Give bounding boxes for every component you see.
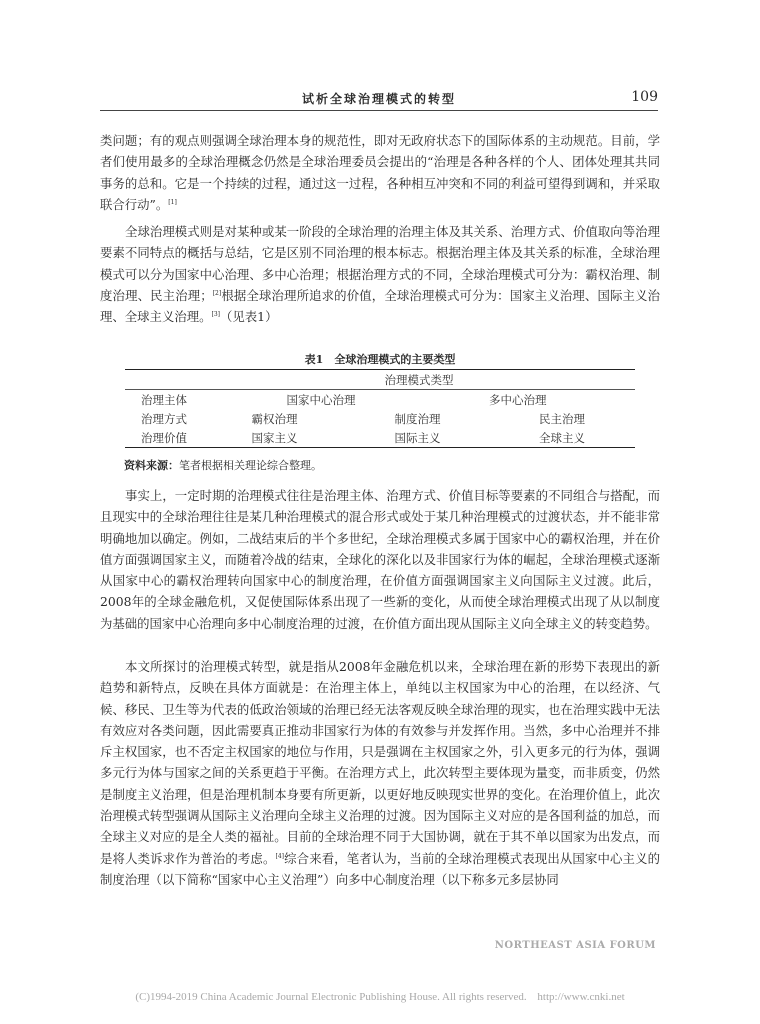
table-cell: 民主治理 <box>539 411 585 426</box>
table-cell: 霸权治理 <box>251 411 298 426</box>
paragraph-3 <box>100 485 660 634</box>
table-cell: 制度治理 <box>394 411 441 426</box>
table-source <box>124 457 322 473</box>
table-cell: 多中心治理 <box>489 392 547 407</box>
paragraph-2-text-a: 全球治理模式则是对某种或某一阶段的全球治理的治理主体及其关系、治理方式、价值取向等治理要素不同特点的概括与总结，它是区别不同治理的根本标志。根据治理主体及其关系的标准，全球治理模式可以分为国家中心治理、多中心治理；根据治理方式的不同，全球治理模式可分为：霸权治理、制度治理、民主治理； <box>100 224 660 303</box>
table-corner <box>125 370 203 390</box>
table-row <box>125 390 635 410</box>
paragraph-4-text-a: 本文所探讨的治理模式转型，就是指从2008年金融危机以来，全球治理在新的形势下表现出的新趋势和新特点，反映在具体方面就是：在治理主体上，单纯以主权国家为中心的治理，在以经济、气候、移民、卫生等为代表的低政治领域的治理已经无法客观反映全球治理的现实，也在治理实践中无法有效应对各类问题，因此需要真正推动非国家行为体的有效参与并发挥作用。当然，多中心治理并不排斥主权国家，也不否定主权国家的地位与作用，只是强调在主权国家之外，引入更多元的行为体，强调多元行为体与国家之间的关系更趋于平衡。在治理方式上，此次转型主要体现为量变，而非质变，仍然是制度主义治理，但是治理机制本身要有所更新，以更好地反映现实世界的变化。在治理价值上，此次治理模式转型强调从国际主义治理向全球主义治理的过渡。因为国际主义对应的是各国利益的加总，而全球主义对应的是全人类的福祉。目前的全球治理不同于大国协调，就在于其不单以国家为出发点，而是将人类诉求作为普治的考虑。 <box>100 659 660 866</box>
table-row-label: 治理主体 <box>141 392 187 407</box>
table-row-label: 治理价值 <box>125 428 203 448</box>
paragraph-2 <box>100 221 660 327</box>
table-cell: 全球主义 <box>489 428 635 448</box>
paragraph-4-text-b: 综合来看，笔者认为，当前的全球治理模式表现出从国家中心主义的制度治理（以下简称“国家中心主义治理”）向多中心制度治理（以下称多元多层协同 <box>100 850 661 887</box>
table-row <box>125 409 635 428</box>
table-header: 治理模式类型 <box>203 370 635 390</box>
citation-3: [3] <box>211 311 221 319</box>
running-title: 试析全球治理模式的转型 <box>301 92 456 106</box>
paragraph-1-text: 类问题；有的观点则强调全球治理本身的规范性，即对无政府状态下的国际体系的主动规范。目前，学者们使用最多的全球治理概念仍然是全球治理委员会提出的“治理是各种各样的个人、团体处理其共同事务的总和。它是一个持续的过程，通过这一过程，各种相互冲突和不同的利益可望得到调和，并采取联合行动”。 <box>100 133 660 212</box>
copyright-text: (C)1994-2019 China Academic Journal Electronic Publishing House. All rights reserved. <box>135 991 527 1003</box>
header-rule <box>100 110 658 111</box>
table-cell: 国家主义 <box>203 428 346 448</box>
citation-1: [1] <box>168 198 177 206</box>
page-header <box>100 88 658 112</box>
paragraph-4 <box>100 656 660 890</box>
paragraph-1 <box>100 130 660 215</box>
page-footer <box>0 991 760 1003</box>
table-cell: 国际主义 <box>346 428 489 448</box>
table-row-label: 治理方式 <box>141 411 187 426</box>
paragraph-2-text-c: （见表1） <box>220 309 278 325</box>
page-number: 109 <box>631 89 658 105</box>
journal-name: NORTHEAST ASIA FORUM <box>494 940 656 951</box>
citation-4: [4] <box>275 852 284 860</box>
cnki-link[interactable]: http://www.cnki.net <box>537 991 625 1003</box>
table-row <box>125 428 635 448</box>
table-cell: 国家中心治理 <box>286 392 356 407</box>
paragraph-2-text-b: 根据全球治理所追求的价值，全球治理模式可分为：国家主义治理、国际主义治理、全球主义治理。 <box>100 287 661 325</box>
governance-table <box>125 369 635 448</box>
table-caption: 表1 全球治理模式的主要类型 <box>304 353 456 366</box>
citation-2: [2] <box>212 289 222 297</box>
source-text: 笔者根据相关理论综合整理。 <box>179 459 322 472</box>
source-label: 资料来源： <box>124 459 179 472</box>
paragraph-3-text: 事实上，一定时期的治理模式往往是治理主体、治理方式、价值目标等要素的不同组合与搭配，而且现实中的全球治理往往是某几种治理模式的混合形式或处于某几种治理模式的过渡状态，并不能非常明确地加以确定。例如，二战结束后的半个多世纪，全球治理模式多属于国家中心的霸权治理，并在价值方面强调国家主义，而随着冷战的结束，全球化的深化以及非国家行为体的崛起，全球治理模式逐渐从国家中心的霸权治理转向国家中心的制度治理，在价值方面强调国家主义向国际主义过渡。此后，2008年的全球金融危机，又促使国际体系出现了一些新的变化，从而使全球治理模式出现了从以制度为基础的国家中心治理向多中心制度治理的过渡，在价值方面出现从国际主义向全球主义的转变趋势。 <box>100 488 660 631</box>
